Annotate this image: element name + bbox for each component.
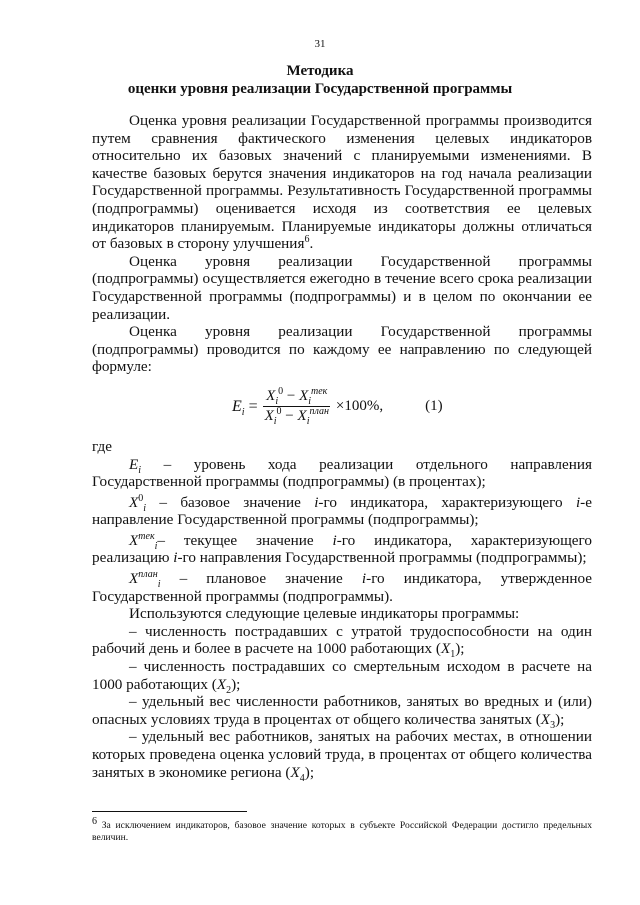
num-x2: X: [299, 387, 309, 404]
formula-numerator: [263, 385, 330, 408]
footnote-mark: 6: [92, 815, 97, 827]
den-x1-sup: 0: [276, 406, 282, 418]
footnote: [92, 815, 592, 844]
def-e-sub: i: [138, 464, 142, 476]
def-x0-i2: i: [575, 493, 581, 511]
def-xtek-sup: тек: [138, 530, 155, 542]
title-line-2: оценки уровня реализации Государственной программы: [127, 81, 513, 97]
def-x0-i: i: [314, 493, 319, 511]
den-x1-sub: i: [273, 416, 277, 428]
where-label: где: [92, 437, 112, 455]
indicator-1-end: );: [455, 640, 465, 658]
formula-lhs: [232, 398, 258, 419]
den-x2-sup: план: [309, 406, 329, 418]
indicator-1-sub: 1: [450, 649, 456, 661]
indicator-4-end: );: [304, 763, 315, 781]
indicator-1: [92, 622, 592, 661]
indicator-1-text: – численность пострадавших с утратой трудоспособности на один рабочий день и более в расчете на 1000 работающих (: [92, 622, 592, 658]
def-xtek-text2: -го индикатора, характеризующего реализацию: [92, 531, 592, 567]
footnote-divider: [92, 811, 247, 812]
def-x0-sup: 0: [138, 492, 144, 504]
definition-x0: [92, 494, 592, 529]
indicator-3-end: );: [555, 710, 565, 728]
page-number: 31: [314, 38, 326, 50]
def-xtek-i2: i: [173, 549, 178, 567]
def-x0-symbol: X: [129, 493, 139, 511]
den-x2-sub: i: [306, 416, 310, 428]
definition-xplan: [92, 570, 592, 605]
formula-denominator: [262, 407, 332, 426]
formula-equals: =: [244, 398, 258, 416]
den-x1: X: [264, 408, 274, 425]
def-xtek-text3: -го направления Государственной программы (подпрограммы);: [177, 549, 587, 567]
indicator-2-sub: 2: [226, 684, 232, 696]
indicator-2-var: X: [216, 675, 227, 693]
def-x0-text: – базовое значение: [146, 493, 315, 511]
indicator-3-var: X: [540, 710, 551, 728]
indicator-1-var: X: [440, 640, 451, 658]
num-x2-sub: i: [308, 395, 312, 407]
num-x2-sup: тек: [311, 385, 328, 397]
indicator-2-text: – численность пострадавших со смертельным исходом в расчете на 1000 работающих (: [92, 658, 592, 693]
formula-lhs-symbol: E: [232, 398, 242, 416]
def-xtek-symbol: X: [129, 531, 139, 549]
footnote-ref: 6: [304, 234, 310, 246]
def-xplan-text: – плановое значение: [160, 570, 362, 588]
paragraph-2: Оценка уровня реализации Государственной программы (подпрограммы) осуществляется ежегодно в течение всего срока реализации Государственной программы (подпрограммы) и в целом по окончании ее реализации.: [92, 252, 592, 323]
def-xtek-i: i: [332, 531, 337, 549]
def-e-symbol: E: [129, 455, 139, 473]
indicator-3: [92, 693, 592, 731]
def-xplan-i: i: [361, 570, 367, 588]
paragraph-1: [92, 112, 592, 253]
indicator-4-text: – удельный вес работников, занятых на рабочих местах, в отношении которых проведена оценка условий труда, в процентах от общего количества занятых в экономике региона (: [92, 728, 592, 781]
def-xtek-text: – текущее значение: [157, 531, 333, 549]
formula-tail: ×100%,: [335, 398, 384, 415]
document-title: [0, 62, 640, 98]
def-xplan-text2: -го индикатора, утвержденное Государственной программы (подпрограммы).: [92, 570, 592, 605]
formula-number: (1): [425, 398, 443, 415]
def-xplan-symbol: X: [129, 570, 139, 588]
def-x0-text2: -го индикатора, характеризующего: [318, 493, 576, 511]
paragraph-1-end: .: [309, 235, 314, 253]
indicator-4-var: X: [290, 763, 300, 781]
def-x0-text3: -е направление Государственной программы (подпрограммы);: [92, 493, 592, 529]
document-body: [92, 112, 592, 784]
def-xplan-sub: i: [157, 579, 161, 591]
num-x1: X: [266, 387, 276, 404]
paragraph-1-text: Оценка уровня реализации Государственной программы производится путем сравнения фактического изменения целевых индикаторов относительно их базовых значений с планируемыми изменениями. В качестве базовых берутся значения индикаторов на год начала реализации Государственной программы. Результативность Государственной программы (подпрограммы) оценивается исходя из соответствия ее целевых индикаторов планируемым. Планируемые индикаторы должны отличаться от базовых в сторону улучшения: [92, 112, 592, 253]
indicator-2-end: );: [231, 675, 241, 693]
num-minus: −: [283, 387, 300, 404]
indicators-intro: Используются следующие целевые индикаторы программы:: [129, 605, 520, 623]
def-e-text: – уровень хода реализации отдельного направления Государственной программы (подпрограммы) (в процентах);: [92, 455, 592, 491]
def-x0-sub: i: [143, 502, 147, 514]
den-x2: X: [297, 408, 307, 425]
indicator-4-sub: 4: [299, 772, 305, 784]
definition-e: [92, 456, 592, 491]
formula-fraction: [262, 385, 332, 428]
formula-lhs-sub: i: [241, 407, 245, 419]
definition-xtek: [92, 532, 592, 567]
den-minus: −: [281, 408, 298, 425]
num-x1-sub: i: [275, 395, 279, 407]
num-x1-sup: 0: [278, 385, 284, 397]
indicator-4: [92, 728, 592, 784]
title-line-1: Методика: [286, 63, 354, 79]
footnote-text: За исключением индикаторов, базовое значение которых в субъекте Российской Федерации достигло предельных величин.: [92, 820, 592, 843]
def-xtek-sub: i: [154, 540, 158, 552]
paragraph-3: Оценка уровня реализации Государственной программы (подпрограммы) проводится по каждому ее направлению по следующей формуле:: [92, 323, 592, 376]
indicator-3-text: – удельный вес численности работников, занятых во вредных и (или) опасных условиях труда в процентах от общего количества занятых (: [92, 693, 592, 728]
indicator-3-sub: 3: [550, 719, 556, 731]
indicator-2: [92, 658, 592, 696]
formula-1: [92, 376, 592, 438]
def-xplan-sup: план: [138, 569, 158, 580]
